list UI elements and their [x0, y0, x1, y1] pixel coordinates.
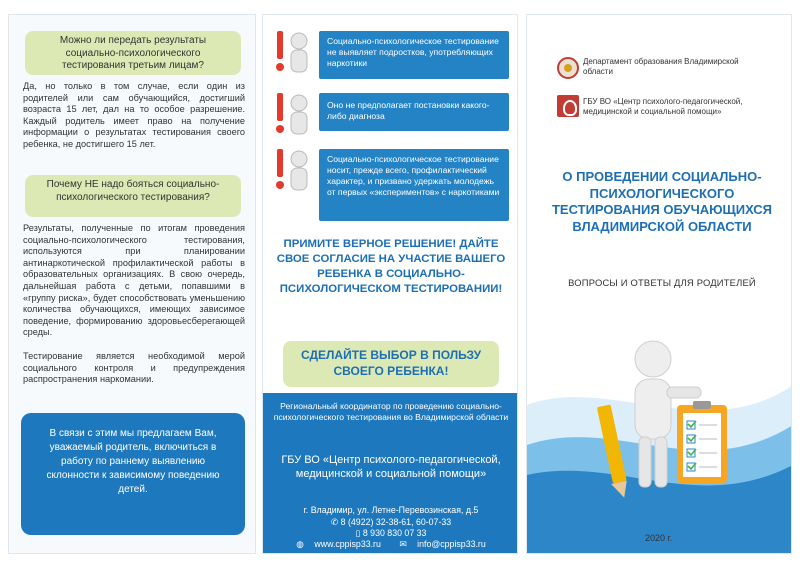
exclamation-man-icon [273, 145, 313, 197]
coat-of-arms-icon [557, 57, 579, 79]
parent-appeal-box: В связи с этим мы предлагаем Вам, уважаемый родитель, включиться в работу по раннему выявлению склонности к зависимому поведению детей. [21, 413, 245, 535]
phone-icon: ✆ [330, 516, 341, 527]
phone-line-1: ✆ 8 (4922) 32-38-61, 60-07-33 [330, 516, 452, 527]
mail-icon: ✉ [399, 539, 410, 549]
fact-box: Социально-психологическое тестирование носит, прежде всего, профилактический характер, и призвано удержать молодежь от первых «экспериментов» с наркотиками [319, 149, 509, 221]
exclamation-man-icon [273, 27, 313, 79]
address: г. Владимир, ул. Летне-Перевозинская, д.5 [303, 505, 479, 515]
fact-row [273, 89, 509, 139]
panel-facts [262, 14, 518, 554]
website-link[interactable]: ◍ www.cppisp33.ru [296, 539, 381, 549]
exclamation-man-icon [273, 89, 313, 141]
question-why-not-fear: Почему НЕ надо бояться социально-психологического тестирования? [25, 175, 241, 217]
mobile-icon: ▯ [355, 528, 363, 538]
organization-name: ГБУ ВО «Центр психолого-педагогической, медицинской и социальной помощи» [281, 454, 501, 480]
fact-row [273, 145, 509, 229]
brochure-title: О ПРОВЕДЕНИИ СОЦИАЛЬНО-ПСИХОЛОГИЧЕСКОГО ТЕСТИРОВАНИЯ ОБУЧАЮЩИХСЯ ВЛАДИМИРСКОЙ ОБЛАСТИ [551, 169, 773, 234]
answer-third-parties: Да, но только в том случае, если один из родителей или сам обучающийся, достигший возраста 15 лет, дал на то особое разрешение. Каждый родитель имеет право на получение информации о результатах тестирования своего ребенка, не достигшего 15 лет. [23, 81, 245, 149]
brochure-subtitle: ВОПРОСЫ И ОТВЕТЫ ДЛЯ РОДИТЕЛЕЙ [568, 277, 756, 288]
globe-icon: ◍ [296, 539, 307, 549]
coordinator-text: Региональный координатор по проведению социально-психологического тестирования во Владимирской области [273, 401, 509, 422]
center-logo-icon [557, 95, 579, 117]
department-name: Департамент образования Владимирской области [583, 57, 739, 76]
address-block [271, 505, 511, 540]
center-name: ГБУ ВО «Центр психолого-педагогической, медицинской и социальной помощи» [583, 97, 743, 116]
answer-social-control: Тестирование является необходимой мерой социального контроля и предупреждения распространения наркомании. [23, 351, 245, 385]
checklist-clipboard-icon [677, 401, 727, 483]
choice-banner: СДЕЛАЙТЕ ВЫБОР В ПОЛЬЗУ СВОЕГО РЕБЕНКА! [283, 341, 499, 387]
email-link[interactable]: ✉ info@cppisp33.ru [399, 539, 486, 549]
answer-why-not-fear: Результаты, полученные по итогам проведения социально-психологического тестирования, используются при планировании антинаркотической профилактической работы в образовательных организациях. В свою очередь, дальнейшая работа с детьми, попавшими в «группу риска», будет способствовать уменьшению количества обучающихся, имеющих зависимое поведение, формированию здоровьесберегающей среды. [23, 223, 245, 338]
fact-box: Оно не предполагает постановки какого-либо диагноза [319, 93, 509, 131]
call-to-action: ПРИМИТЕ ВЕРНОЕ РЕШЕНИЕ! ДАЙТЕ СВОЕ СОГЛАСИЕ НА УЧАСТИЕ ВАШЕГО РЕБЕНКА В СОЦИАЛЬНО-ПСИХОЛОГИЧЕСКОМ ТЕСТИРОВАНИИ! [276, 238, 506, 295]
contacts-block [263, 393, 518, 554]
year-label: 2020 г. [645, 533, 673, 543]
fact-box: Социально-психологическое тестирование не выявляет подростков, употребляющих наркотики [319, 31, 509, 79]
fact-row [273, 27, 509, 83]
cover-illustration [527, 315, 792, 554]
question-third-parties: Можно ли передать результаты социально-психологического тестирования третьим лицам? [25, 31, 241, 75]
panel-cover [526, 14, 792, 554]
panel-faq [8, 14, 256, 554]
web-contacts [271, 539, 511, 550]
phone-line-2: ▯ 8 930 830 07 33 [355, 528, 427, 538]
